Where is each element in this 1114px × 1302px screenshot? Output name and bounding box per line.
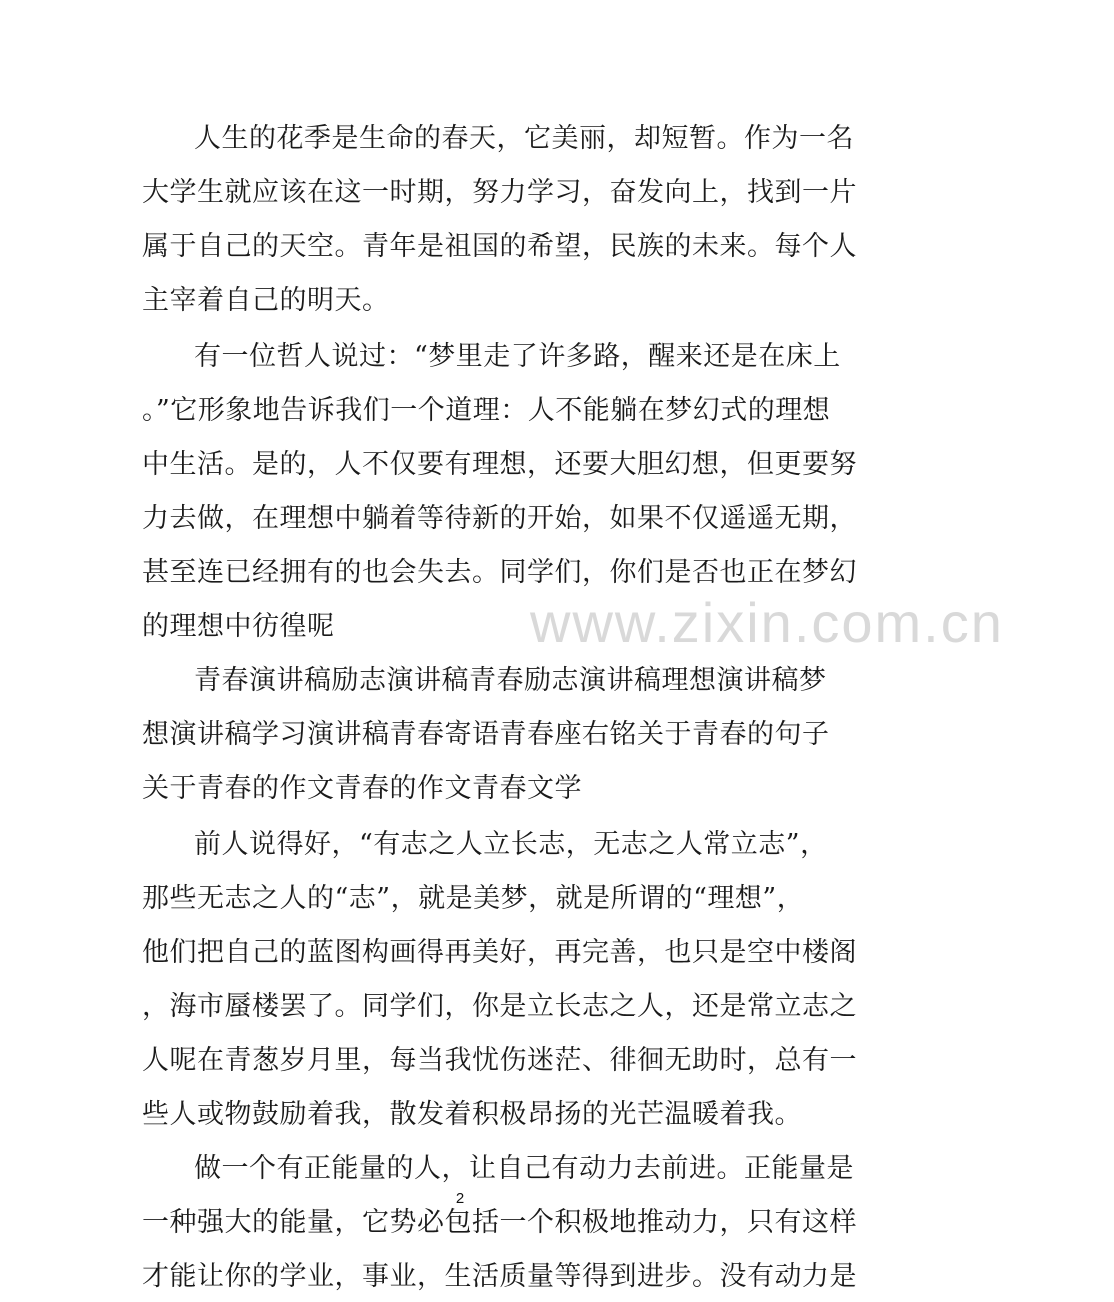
text-line: 中生活。是的，人不仅要有理想，还要大胆幻想，但更要努 xyxy=(142,449,857,480)
text-line: 。”它形象地告诉我们一个道理：人不能躺在梦幻式的理想 xyxy=(142,395,831,426)
watermark: www.zixin.com.cn xyxy=(530,591,1004,654)
text-line: 青春演讲稿励志演讲稿青春励志演讲稿理想演讲稿梦 xyxy=(194,665,827,696)
text-line: 人呢在青葱岁月里，每当我忧伤迷茫、徘徊无助时，总有一 xyxy=(142,1045,857,1076)
text-line: 前人说得好，“有志之人立长志，无志之人常立志”， xyxy=(194,829,828,860)
text-line: 的理想中彷徨呢 xyxy=(142,611,335,642)
text-line: 才能让你的学业，事业，生活质量等得到进步。没有动力是 xyxy=(142,1261,857,1292)
text-line: 力去做，在理想中躺着等待新的开始，如果不仅遥遥无期， xyxy=(142,503,857,534)
text-line: 那些无志之人的“志”，就是美梦，就是所谓的“理想”， xyxy=(142,883,805,914)
text-line: 甚至连已经拥有的也会失去。同学们，你们是否也正在梦幻 xyxy=(142,557,857,588)
page-number: 2 xyxy=(455,1190,465,1207)
text-line: 他们把自己的蓝图构画得再美好，再完善，也只是空中楼阁 xyxy=(142,937,857,968)
text-line: 些人或物鼓励着我，散发着积极昂扬的光芒温暖着我。 xyxy=(142,1099,802,1130)
text-line: ，海市蜃楼罢了。同学们，你是立长志之人，还是常立志之 xyxy=(142,991,857,1022)
text-line: 做一个有正能量的人，让自己有动力去前进。正能量是 xyxy=(194,1153,854,1184)
text-line: 有一位哲人说过：“梦里走了许多路，醒来还是在床上 xyxy=(194,341,841,372)
text-line: 人生的花季是生命的春天，它美丽，却短暂。作为一名 xyxy=(194,123,854,154)
text-line: 关于青春的作文青春的作文青春文学 xyxy=(142,773,582,804)
text-line: 主宰着自己的明天。 xyxy=(142,285,390,316)
text-line: 大学生就应该在这一时期，努力学习，奋发向上，找到一片 xyxy=(142,177,857,208)
text-line: 属于自己的天空。青年是祖国的希望，民族的未来。每个人 xyxy=(142,231,857,262)
text-line: 想演讲稿学习演讲稿青春寄语青春座右铭关于青春的句子 xyxy=(142,719,830,750)
text-line: 一种强大的能量，它势必包括一个积极地推动力，只有这样 xyxy=(142,1207,857,1238)
